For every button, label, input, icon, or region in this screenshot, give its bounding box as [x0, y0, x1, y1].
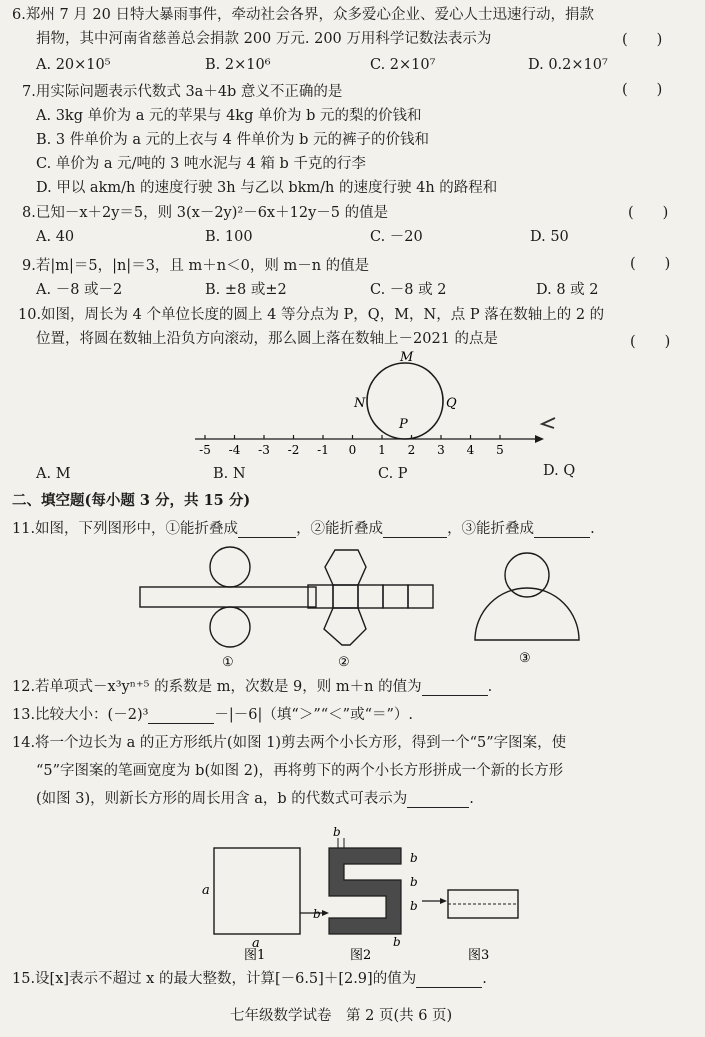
q11-blank-3[interactable]	[534, 523, 590, 538]
q7-option-b: B. 3 件单价为 a 元的上衣与 4 件单价为 b 元的裤子的价钱和	[36, 132, 430, 148]
q10-option-c: C. P	[378, 466, 408, 482]
figure-2-caption: 图2	[350, 948, 372, 961]
q12-stem: 12.若单项式－x³yⁿ⁺⁵ 的系数是 m，次数是 9，则 m＋n 的值为	[12, 679, 422, 695]
figure-3-label: ③	[519, 651, 531, 666]
hand-check-mark-icon	[542, 418, 555, 428]
q14-blank[interactable]	[407, 793, 469, 808]
q8-option-b: B. 100	[205, 229, 253, 245]
q15-text	[12, 970, 487, 988]
tick-label: 4	[466, 443, 475, 457]
q10-line1: 10.如图，周长为 4 个单位长度的圆上 4 等分点为 P，Q，M，N，点 P 落在数轴上的 2 的	[18, 307, 605, 323]
arrow-1-head-icon	[322, 910, 329, 916]
q11-text	[12, 520, 595, 538]
figure-2-prism-net	[308, 550, 433, 645]
figure-3-cone-net	[475, 553, 579, 640]
q14-line1: 14.将一个边长为 a 的正方形纸片(如图 1)剪去两个小长方形，得到一个“5”字图案，使	[12, 735, 567, 751]
q10-option-a: A. M	[36, 466, 71, 482]
q7-option-a: A. 3kg 单价为 a 元的苹果与 4kg 单价为 b 元的梨的价钱和	[36, 108, 422, 124]
q14-end: .	[469, 791, 474, 807]
figure-1-square	[202, 848, 300, 951]
q13-text	[12, 706, 413, 724]
q9-stem: 9.若|m|＝5，|n|＝3，且 m＋n＜0，则 m－n 的值是	[22, 258, 370, 274]
right-b-label-1: b	[410, 851, 418, 865]
tick-label: -5	[199, 443, 211, 457]
axis-arrow-icon	[535, 435, 544, 443]
tick-label: -3	[258, 443, 270, 457]
right-b-label-3: b	[410, 899, 418, 913]
q10-line2: 位置，将圆在数轴上沿负方向滚动，那么圆上落在数轴上－2021 的点是	[36, 331, 499, 347]
square-bottom-label-a: a	[252, 936, 260, 951]
q13-stem: 13.比较大小：(－2)³	[12, 707, 149, 723]
q10-option-d: D. Q	[543, 463, 576, 479]
point-m-label: M	[400, 350, 414, 365]
q13-end: －|－6|（填“＞”“＜”或“＝”）.	[214, 707, 414, 723]
q8-option-c: C. －20	[370, 229, 423, 245]
point-n-label: N	[354, 396, 366, 411]
q6-option-b: B. 2×10⁶	[205, 57, 271, 73]
figure-1-cylinder-net	[140, 547, 316, 647]
q6-line2: 捐物，其中河南省慈善总会捐款 200 万元. 200 万用科学记数法表示为	[36, 31, 492, 47]
q6-answer-paren: ( )	[622, 32, 663, 48]
point-q-label: Q	[446, 396, 457, 411]
q15-end: .	[482, 971, 487, 987]
tick-label: 3	[437, 443, 445, 457]
q11-part-c: ，③能折叠成	[447, 521, 535, 537]
q7-option-c: C. 单价为 a 元/吨的 3 吨水泥与 4 箱 b 千克的行李	[36, 156, 366, 172]
q12-end: .	[487, 679, 493, 695]
left-b-label: b	[313, 907, 321, 921]
figure-2-label: ②	[338, 655, 350, 670]
q8-stem: 8.已知－x＋2y＝5，则 3(x－2y)²－6x＋12y－5 的值是	[22, 205, 389, 221]
q7-answer-paren: ( )	[622, 82, 663, 98]
q14-line3-text: (如图 3)，则新长方形的周长用含 a，b 的代数式可表示为	[36, 791, 408, 807]
q8-option-a: A. 40	[36, 229, 75, 245]
q12-text	[12, 678, 492, 696]
figure-2-five-shape	[313, 826, 418, 949]
q9-option-a: A. －8 或－2	[36, 282, 123, 298]
q10-number-line-figure	[180, 348, 580, 463]
arrow-2-head-icon	[440, 898, 447, 904]
q6-line1: 6.郑州 7 月 20 日特大暴雨事件，牵动社会各界，众多爱心企业、爱心人士迅速行动，捐款	[12, 7, 594, 23]
tick-label: 1	[378, 443, 386, 457]
number-line-ticks	[199, 435, 504, 457]
q8-option-d: D. 50	[530, 229, 569, 245]
tick-label: -1	[317, 443, 329, 457]
q13-blank[interactable]	[148, 709, 214, 724]
tick-label: 2	[407, 443, 416, 457]
figure-3-caption: 图3	[468, 948, 490, 961]
figure-3-new-rectangle	[448, 890, 518, 918]
q15-stem: 15.设[x]表示不超过 x 的最大整数，计算[－6.5]＋[2.9]的值为	[12, 971, 417, 987]
q10-option-b: B. N	[213, 466, 246, 482]
figure-1-caption: 图1	[244, 948, 266, 961]
q8-answer-paren: ( )	[628, 205, 669, 221]
section-2-header: 二、填空题(每小题 3 分，共 15 分)	[12, 492, 251, 509]
q9-option-d: D. 8 或 2	[536, 282, 599, 298]
tick-label: 0	[348, 443, 357, 457]
q11-part-b: ，②能折叠成	[296, 521, 384, 537]
figure-1-label: ①	[222, 655, 234, 670]
point-p-label: P	[399, 417, 408, 432]
q7-option-d: D. 甲以 akm/h 的速度行驶 3h 与乙以 bkm/h 的速度行驶 4h 的路程和	[36, 180, 498, 196]
q6-option-d: D. 0.2×10⁷	[528, 57, 608, 73]
q14-line2: “5”字图案的笔画宽度为 b(如图 2)，再将剪下的两个小长方形拼成一个新的长方形	[36, 763, 564, 779]
tick-label: -4	[228, 443, 241, 457]
q11-blank-1[interactable]	[238, 523, 296, 538]
tick-label: -2	[287, 443, 300, 457]
q11-part-d: .	[590, 521, 595, 537]
q12-blank[interactable]	[422, 681, 488, 696]
right-b-label-2: b	[410, 875, 418, 889]
q11-shapes-figure	[130, 545, 580, 675]
bottom-b-label: b	[393, 935, 401, 949]
q6-option-a: A. 20×10⁵	[36, 57, 111, 73]
q10-answer-paren: ( )	[630, 334, 671, 350]
q9-option-c: C. －8 或 2	[370, 282, 447, 298]
square-side-label-a: a	[202, 883, 210, 898]
q7-stem: 7.用实际问题表示代数式 3a＋4b 意义不正确的是	[22, 84, 343, 100]
q14-line3	[36, 790, 474, 808]
stroke-width-label-b: b	[333, 826, 341, 839]
q6-option-c: C. 2×10⁷	[370, 57, 436, 73]
q14-figures	[200, 826, 530, 961]
tick-label: 5	[496, 443, 504, 457]
q11-part-a: 11.如图，下列图形中，①能折叠成	[12, 521, 239, 537]
q15-blank[interactable]	[416, 973, 482, 988]
q11-blank-2[interactable]	[383, 523, 447, 538]
page-footer: 七年级数学试卷 第 2 页(共 6 页)	[230, 1008, 453, 1024]
q9-option-b: B. ±8 或±2	[205, 282, 287, 298]
q9-answer-paren: ( )	[630, 256, 671, 272]
